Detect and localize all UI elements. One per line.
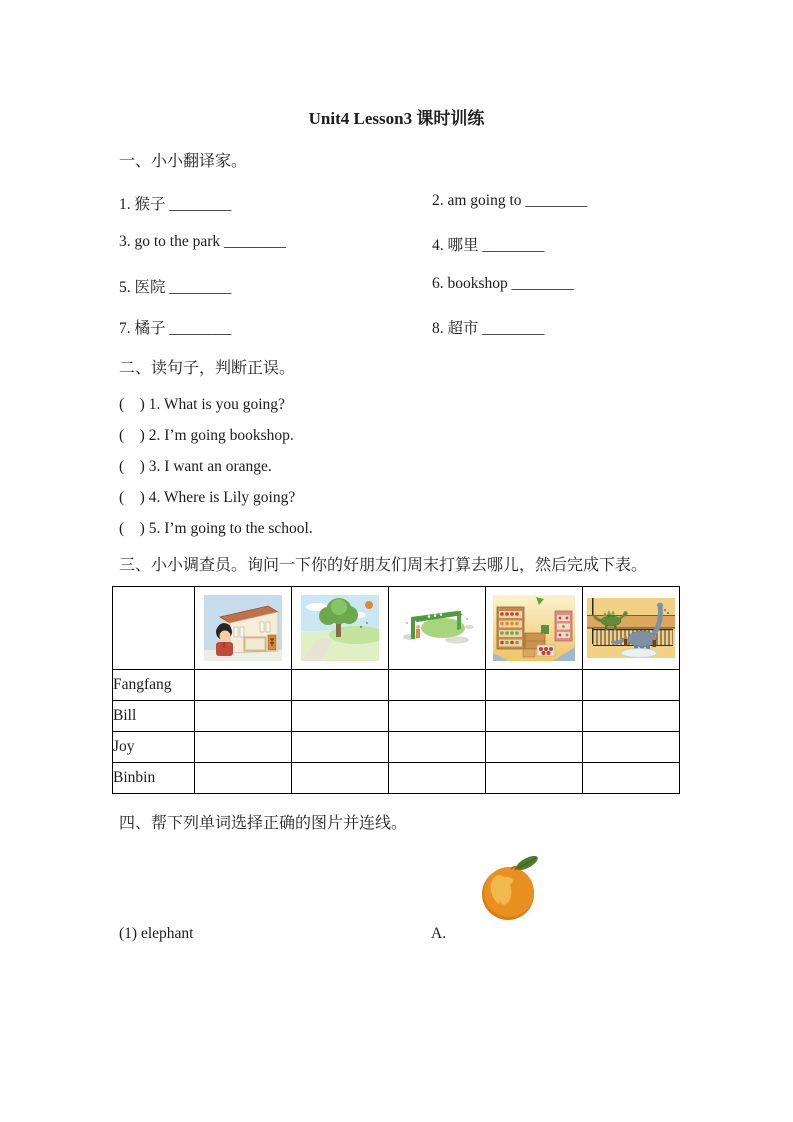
survey-header-empty-cell	[113, 587, 195, 670]
translation-item-3: 3. go to the park ________	[119, 233, 287, 250]
survey-cell	[486, 670, 583, 701]
translation-item-1: 1. 猴子 ________	[119, 196, 232, 213]
survey-name-cell: Fangfang	[113, 670, 195, 701]
survey-row-fangfang	[113, 670, 680, 701]
survey-row-joy	[113, 732, 680, 763]
survey-cell	[486, 732, 583, 763]
zoo-entrance-image	[399, 603, 475, 653]
survey-name-cell: Joy	[113, 732, 195, 763]
survey-table	[112, 586, 680, 794]
survey-row-binbin	[113, 763, 680, 794]
page-title: Unit4 Lesson3 课时训练	[308, 109, 485, 128]
survey-cell	[389, 763, 486, 794]
survey-cell	[292, 763, 389, 794]
judge-item-4: ( ) 4. Where is Lily going?	[119, 489, 296, 506]
match-word-elephant: (1) elephant	[119, 925, 194, 942]
supermarket-image	[493, 595, 575, 661]
section1-heading: 一、小小翻译家。	[119, 153, 248, 170]
survey-cell	[195, 732, 292, 763]
survey-cell	[292, 732, 389, 763]
judge-item-1: ( ) 1. What is you going?	[119, 396, 285, 413]
orange-image	[477, 852, 545, 922]
survey-cell	[389, 732, 486, 763]
section4-heading: 四、帮下列单词选择正确的图片并连线。	[119, 815, 408, 832]
survey-name-cell: Bill	[113, 701, 195, 732]
survey-cell	[292, 670, 389, 701]
section2-heading: 二、读句子，判断正误。	[119, 360, 296, 377]
survey-cell-supermarket	[486, 587, 583, 670]
translation-item-8: 8. 超市 ________	[432, 320, 545, 337]
survey-cell	[195, 701, 292, 732]
survey-cell	[292, 701, 389, 732]
survey-row-bill	[113, 701, 680, 732]
survey-name-cell: Binbin	[113, 763, 195, 794]
survey-cell	[583, 732, 680, 763]
survey-cell	[195, 763, 292, 794]
survey-cell	[389, 701, 486, 732]
translation-item-6: 6. bookshop ________	[432, 275, 574, 292]
translation-item-4: 4. 哪里 ________	[432, 237, 545, 254]
bookshop-image	[204, 595, 282, 661]
survey-cell	[583, 763, 680, 794]
survey-cell-bookshop	[195, 587, 292, 670]
translation-item-2: 2. am going to ________	[432, 192, 588, 209]
park-image	[301, 595, 379, 661]
survey-cell	[583, 670, 680, 701]
survey-cell-dinosaur-zoo	[583, 587, 680, 670]
survey-cell-park	[292, 587, 389, 670]
judge-item-3: ( ) 3. I want an orange.	[119, 458, 272, 475]
section3-heading: 三、小小调查员。询问一下你的好朋友们周末打算去哪儿，然后完成下表。	[119, 557, 648, 574]
match-option-a-label: A.	[431, 925, 447, 942]
survey-cell	[486, 763, 583, 794]
survey-cell	[486, 701, 583, 732]
dinosaur-zoo-image	[587, 598, 675, 658]
judge-item-5: ( ) 5. I’m going to the school.	[119, 520, 313, 537]
survey-cell	[195, 670, 292, 701]
translation-item-7: 7. 橘子 ________	[119, 320, 232, 337]
survey-header-row	[113, 587, 680, 670]
translation-item-5: 5. 医院 ________	[119, 279, 232, 296]
survey-cell	[389, 670, 486, 701]
judge-item-2: ( ) 2. I’m going bookshop.	[119, 427, 294, 444]
survey-cell	[583, 701, 680, 732]
survey-cell-zoo-entrance	[389, 587, 486, 670]
